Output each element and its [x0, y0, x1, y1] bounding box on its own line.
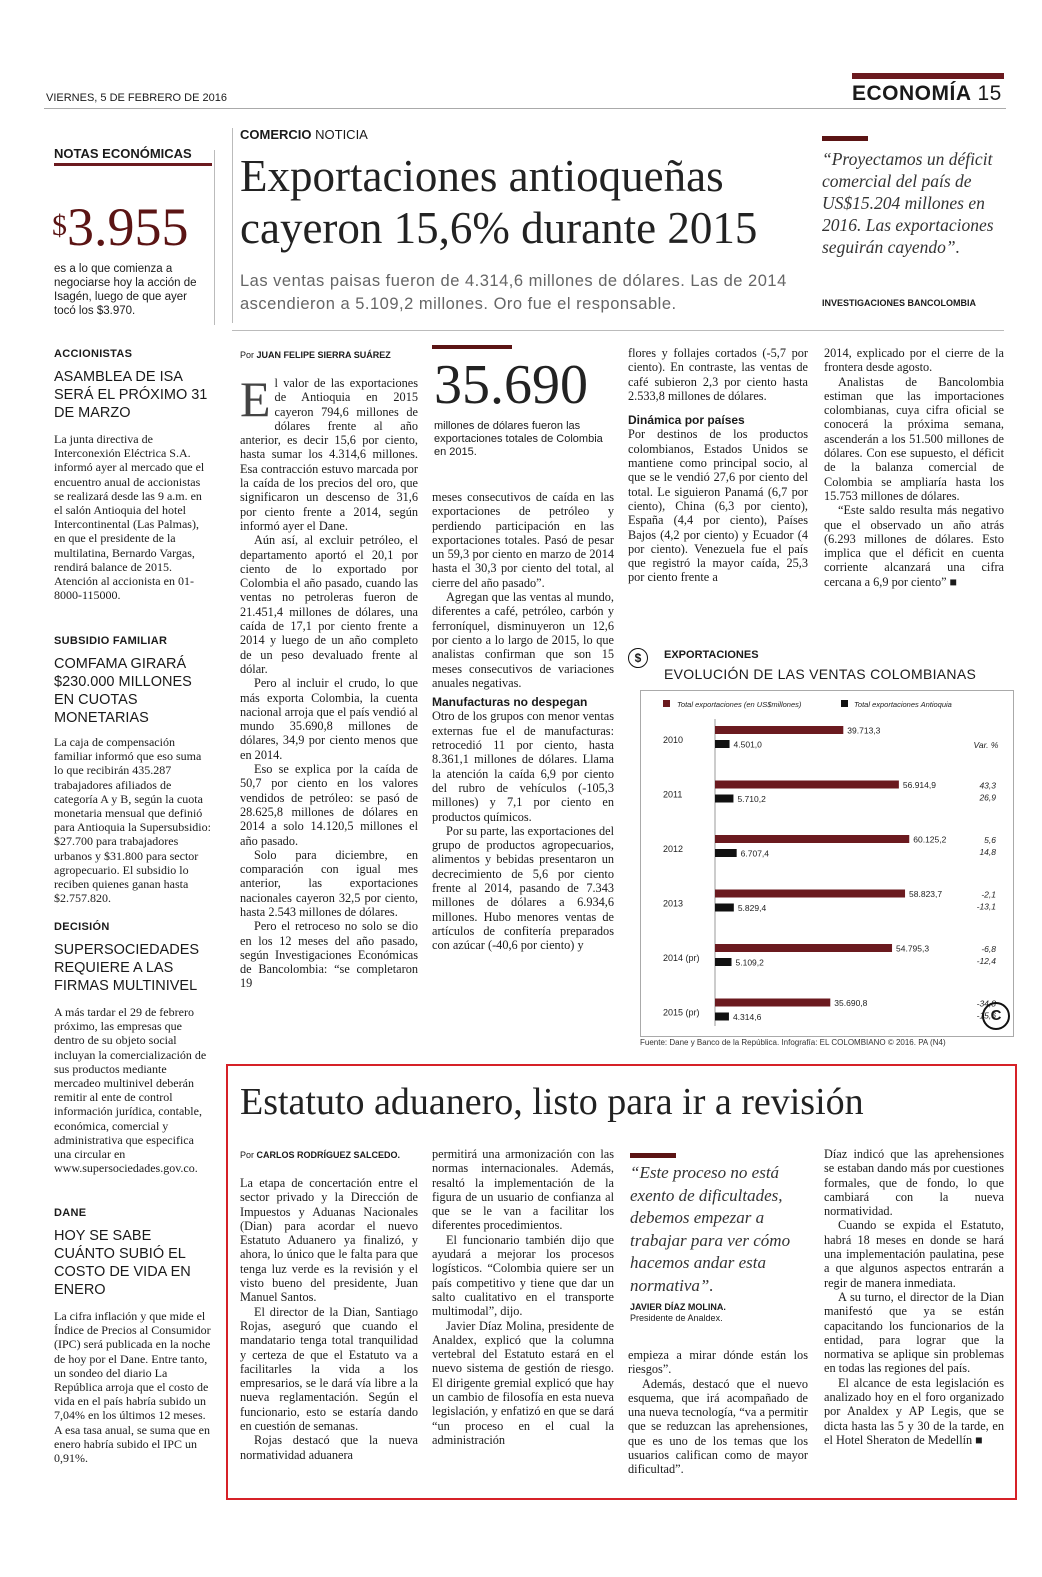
- drop-cap: E: [240, 371, 271, 427]
- category-label: 2013: [663, 898, 684, 909]
- byline-prefix: Por: [240, 350, 255, 360]
- paragraph: [824, 503, 1004, 589]
- chart-source: Fuente: Dane y Banco de la República. Infografía: EL COLOMBIANO © 2016. PA (N4): [640, 1038, 946, 1047]
- var-total-label: -34,8: [976, 998, 996, 1009]
- paragraph: El funcionario también dijo que ayudará a mejorar los procesos logísticos. “Colombia quiere ser un país competitivo y tiene que dar un salto cualitativo en el transporte multimodal”, dijo.: [432, 1232, 614, 1319]
- byline-name: JUAN FELIPE SIERRA SUÁREZ: [256, 350, 391, 360]
- byline-prefix: Por: [240, 1150, 255, 1160]
- header-rule: [44, 108, 1006, 109]
- data-label-total: 54.795,3: [896, 943, 930, 954]
- dollar-icon: $: [628, 648, 648, 668]
- article-column-3: [628, 346, 808, 585]
- data-label-total: 58.823,7: [909, 889, 943, 899]
- quote-source: JAVIER DÍAZ MOLINA.: [630, 1302, 726, 1312]
- newspaper-logo-icon: C: [982, 1002, 1010, 1030]
- sidebar-divider: [214, 150, 215, 325]
- byline-name: CARLOS RODRÍGUEZ SALCEDO.: [256, 1150, 401, 1160]
- column-divider: [232, 128, 233, 323]
- data-label-total: 39.713,3: [847, 725, 881, 736]
- data-label-antioquia: 5.109,2: [735, 957, 764, 968]
- exports-bar-chart: [641, 691, 1013, 1036]
- sidebar-item: [54, 921, 212, 1175]
- stat-rule: [432, 345, 512, 349]
- paragraph: Aún así, al excluir petróleo, el departamento aportó el 20,1 por ciento de lo exportado por Colombia el año pasado, cuando las ventas no petroleras fueron de 21.451,4 millones de dólares, una caída de 17,1 por ciento frente a 2014 y luego de un año completo de un peso devaluado frente al dólar.: [240, 533, 418, 676]
- paragraph: La etapa de concertación entre el sector privado y la Dirección de Impuestos y Aduanas Nacionales (Dian) para acordar el nuevo Estatuto Aduanero ya finalizó, y ahora, lo único que le falta para que tenga luz verde es la revisión y el visto bueno del presidente, Juan Manuel Santos.: [240, 1176, 418, 1305]
- paragraph: Eso se explica por la caída de 50,7 por ciento en los valores vendidos de petróleo: se pasó de 28.625,8 millones de dólares en 2014 a solo 14.120,5 millones el año pasado.: [240, 762, 418, 848]
- sidebar-item-headline: HOY SE SABE CUÁNTO SUBIÓ EL COSTO DE VIDA EN ENERO: [54, 1228, 191, 1298]
- subheading: Dinámica por países: [628, 413, 745, 428]
- data-label-antioquia: 4.314,6: [732, 1012, 762, 1022]
- bar-antioquia: [715, 1013, 729, 1021]
- section-separator: [232, 330, 1004, 331]
- article-title: Exportaciones antioqueñas cayeron 15,6% durante 2015: [240, 151, 758, 253]
- var-antioquia-label: 14,8: [979, 847, 996, 857]
- paragraph: Otro de los grupos con menor ventas externas fue el de manufacturas: retrocedió 11 por ciento, hasta 8.361,1 millones de dólares. Llama la atención la caída 6,9 por ciento del rubro de vehículos (-105,3 millones) y 7,1 por ciento en productos químicos.: [432, 709, 614, 824]
- article-2-byline: [240, 1150, 400, 1160]
- sidebar-item-body: La caja de compensación familiar informó que eso suma lo que recibirán 435.287 trabajadores afiliados de categoría A y B, según la cuota monetaria mensual que definió para Antioquia la Supersubsidio: $27.700 para trabajadores urbanos y $31.800 para sector agropecuario. El subsidio lo reciben quienes ganan hasta $2.757.820.: [54, 735, 211, 906]
- article-2-column-4: [824, 1147, 1004, 1447]
- sidebar-item: [54, 348, 212, 602]
- paragraph: 2014, explicado por el cierre de la frontera desde agosto.: [824, 346, 1004, 375]
- sidebar-item-headline: COMFAMA GIRARÁ $230.000 MILLONES EN CUOTAS MONETARIAS: [54, 656, 192, 726]
- sidebar-item-headline: SUPERSOCIEDADES REQUIERE A LAS FIRMAS MULTINIVEL: [54, 942, 200, 994]
- sidebar-item-body: A más tardar el 29 de febrero próximo, las empresas que dentro de su objeto social incluyan la comercialización de sus productos mediante mercadeo multinivel deberán remitir al ente de control información jurídica, contable, económica, comercial y administrativa que especifica una circular en www.supersociedades.gov.co.: [54, 1005, 207, 1176]
- paragraph: l valor de las exportaciones de Antioquia en 2015 cayeron 794,6 millones de dólares frente al año anterior, es decir 15,6 por ciento, hasta sumar los 4.314,6 millones. Esa contracción estuvo marcada por la caída de los precios del oro, que significaron un descenso de 31,6 por ciento frente a 2014, según informó ayer el Dane.: [240, 376, 418, 533]
- data-label-total: 35.690,8: [834, 998, 868, 1008]
- var-total-label: -6,8: [981, 944, 996, 954]
- section-header: [852, 82, 1002, 106]
- bar-antioquia: [715, 904, 734, 912]
- article-byline: [240, 350, 391, 360]
- paragraph: Analistas de Bancolombia estiman que las importaciones colombianas, cuya cifra oficial se conocerá la próxima semana, ascenderán a los 51.500 millones de dólares. Con ese supuesto, el déficit de la balanza comercial de Colombia se ampliaría hasta los 15.753 millones de dólares.: [824, 374, 1004, 503]
- paragraph: Javier Díaz Molina, presidente de Analdex, explicó que la columna vertebral del Estatuto estará en el nuevo sistema de gestión de riesgo. El dirigente gremial explicó que hay un cambio de filosofía en esta nueva legislación, y enfatizó en que se dará “un proceso en el cual la administración: [432, 1318, 614, 1447]
- var-antioquia-label: 26,9: [979, 792, 996, 803]
- article-kicker: [240, 127, 368, 142]
- bar-total: [715, 835, 909, 843]
- bar-total: [715, 944, 892, 952]
- sidebar-item-kicker: DECISIÓN: [54, 921, 110, 933]
- sidebar-item-kicker: ACCIONISTAS: [54, 348, 133, 360]
- sidebar-item-body: La cifra inflación y que mide el Índice de Precios al Consumidor (IPC) será publicada en la noche de hoy por el Dane. Entre tanto, un sondeo del diario La República arroja que el costo de vida en el país habría subido un 7,04% en los últimos 12 meses. A esa tasa anual, se suma que en enero habría subido el IPC un 0,91%.: [54, 1309, 211, 1466]
- article-column-2: [432, 490, 614, 953]
- bar-antioquia: [715, 958, 732, 966]
- data-label-antioquia: 6.707,4: [740, 848, 770, 859]
- sidebar-item-kicker: DANE: [54, 1207, 87, 1219]
- paragraph: Pero el retroceso no solo se dio en los 12 meses del año pasado, según Investigaciones Económicas de Bancolombia: “se completaron 19: [240, 919, 418, 991]
- category-label: 2012: [663, 844, 684, 854]
- paragraph: A su turno, el director de la Dian manifestó que ya se están capacitando los funcionarios de la entidad, para lograr que la normativa se aplique sin problemas en todas las regiones del país.: [824, 1289, 1004, 1376]
- paragraph: Además, destacó que el nuevo esquema, que irá acompañado de una nueva tecnología, “va a permitir que se reduzcan las aprehensiones, que es uno de los temas que los usuarios califican como de mayor dificultad”.: [628, 1376, 808, 1477]
- paragraph: Cuando se expida el Estatuto, habrá 18 meses en donde se hará una implementación paulatina, pese a que algunos aspectos entrarán a regir de manera inmediata.: [824, 1218, 1004, 1290]
- paragraph-text: El alcance de esta legislación es analizado hoy en el foro organizado por Analdex y AP Legis, que se dicta hasta las 5 y 30 de la tarde, en el Hotel Sheraton de Medellín: [824, 1375, 1004, 1447]
- category-label: 2014 (pr): [663, 953, 700, 963]
- end-mark: ■: [949, 574, 958, 589]
- paragraph: [824, 1376, 1004, 1447]
- paragraph: empieza a mirar dónde están los riesgos”.: [628, 1348, 808, 1377]
- paragraph-text: “Este saldo resulta más negativo que el observado un año atrás (6.293 millones de dólares. Esto implica que el déficit en cuenta corriente alcanzará una cifra cercana a 6,9 por ciento”: [824, 503, 1004, 589]
- sidebar-item-kicker: SUBSIDIO FAMILIAR: [54, 635, 168, 647]
- section-name: ECONOMÍA: [852, 82, 972, 105]
- pull-quote: “Proyectamos un déficit comercial del país de US$15.204 millones en 2016. Las exportaciones seguirán cayendo”.: [822, 149, 994, 257]
- amount-description: es a lo que comienza a negociarse hoy la acción de Isagén, luego de que ayer tocó los $3.970.: [54, 263, 197, 317]
- var-total-label: -2,1: [981, 889, 996, 900]
- var-antioquia-label: -15,6: [976, 1010, 996, 1021]
- var-antioquia-label: -13,1: [976, 901, 996, 912]
- paragraph: meses consecutivos de caída en las exportaciones de petróleo y perdiendo participación en las exportaciones totales. Pasó de pesar un 59,3 por ciento en marzo de 2014 hasta el 30,3 por ciento del total, al cierre del año pasado”.: [432, 490, 614, 590]
- article-column-1: [240, 371, 418, 991]
- article-2-column-3: [628, 1348, 808, 1477]
- sidebar-title-rule: [54, 163, 212, 166]
- paragraph: permitirá una armonización con las normas internacionales. Además, resaltó la implementación de la figura de un usuario de confianza al que se le van a facilitar los diferentes procedimientos.: [432, 1147, 614, 1233]
- bar-antioquia: [715, 740, 730, 748]
- chart-frame: [640, 690, 1014, 1037]
- data-label-total: 60.125,2: [913, 834, 947, 845]
- sidebar-item-headline: ASAMBLEA DE ISA SERÁ EL PRÓXIMO 31 DE MARZO: [54, 369, 208, 421]
- paragraph: Solo para diciembre, en comparación con igual mes anterior, las exportaciones nacionales cayeron 32,5 por ciento, hasta 2.543 millones de dólares.: [240, 847, 418, 919]
- page-date: VIERNES, 5 DE FEBRERO DE 2016: [46, 92, 227, 104]
- quote-source: INVESTIGACIONES BANCOLOMBIA: [822, 298, 977, 308]
- bar-total: [715, 890, 905, 898]
- chart-kicker: EXPORTACIONES: [664, 649, 759, 661]
- chart-title: EVOLUCIÓN DE LAS VENTAS COLOMBIANAS: [664, 666, 977, 682]
- data-label-antioquia: 4.501,0: [733, 739, 762, 750]
- amount-value: 3.955: [67, 197, 189, 257]
- bar-total: [715, 781, 899, 789]
- sidebar-title: NOTAS ECONÓMICAS: [54, 146, 192, 161]
- legend-label-antioquia: Total exportaciones Antioquia: [854, 700, 952, 709]
- paragraph: Por su parte, las exportaciones del grupo de productos agropecuarios, alimentos y bebidas presentaron un decrecimiento de 5,6 por ciento frente al 2014, pasando de 7.343 millones de dólares a 6.934,6 millones. Hubo menores ventas de artículos de confitería preparados con azúcar (-40,6 por ciento) y: [432, 823, 615, 953]
- bar-antioquia: [715, 795, 733, 803]
- article-deck: Las ventas paisas fueron de 4.314,6 millones de dólares. Las de 2014 ascendieron a 5.109,2 millones. Oro fue el responsable.: [240, 272, 787, 313]
- paragraph: Por destinos de los productos colombianos, Estados Unidos se mantiene como principal socio, al que se le vendió 27,6 por ciento del total. Le siguieron Panamá (6,7 por ciento), China (6,3 por ciento), España (4,4 por ciento), Países Bajos (4,2 por ciento) y Ecuador (4 por ciento). Venezuela fue el país que registró la mayor caída, 25,3 por ciento frente a: [628, 427, 808, 585]
- bar-antioquia: [715, 849, 737, 857]
- bar-total: [715, 726, 843, 734]
- paragraph: Rojas destacó que la nueva normatividad aduanera: [240, 1433, 418, 1462]
- paragraph: Pero al incluir el crudo, lo que más exporta Colombia, la cuenta nacional arroja que el país vendió al mundo 35.690,8 millones de dólares, 34,9 por ciento menos que en 2014.: [240, 676, 418, 762]
- stat-description: millones de dólares fueron las exportaciones totales de Colombia en 2015.: [434, 420, 603, 458]
- article-2-title: Estatuto aduanero, listo para ir a revisión: [240, 1081, 864, 1123]
- stat-number: 35.690: [434, 354, 588, 416]
- article-2-column-1: [240, 1176, 418, 1462]
- quote-rule: [822, 136, 868, 141]
- quote-rule: [630, 1153, 676, 1158]
- var-total-label: 5,6: [984, 835, 996, 845]
- data-label-total: 56.914,9: [902, 780, 936, 790]
- sidebar-item: [54, 635, 212, 905]
- legend-swatch-total: [663, 700, 670, 707]
- paragraph: Díaz indicó que las aprehensiones se estaban dando más por cuestiones formales, que de fondo, lo que cambiará con la nueva normatividad.: [824, 1147, 1004, 1219]
- sidebar-item-body: La junta directiva de Interconexión Eléctrica S.A. informó ayer al mercado que el encuentro anual de accionistas se realizará desde las 9 a.m. en el salón Antioquia del hotel Intercontinental (Las Palmas), en que el presidente de la multilatina, Bernardo Vargas, rendirá balance de 2015. Atención al accionista en 01-8000-115000.: [54, 432, 205, 603]
- quote-source-role: Presidente de Analdex.: [630, 1313, 723, 1323]
- kicker-type: NOTICIA: [315, 127, 368, 142]
- section-bar: [852, 73, 1004, 79]
- legend-label-total: Total exportaciones (en US$millones): [677, 700, 802, 709]
- bar-total: [715, 999, 830, 1007]
- kicker-section: COMERCIO: [240, 127, 312, 142]
- amount-symbol: $: [52, 209, 67, 242]
- article-2-column-2: [432, 1147, 614, 1447]
- var-antioquia-label: -12,4: [976, 956, 996, 966]
- data-label-antioquia: 5.829,4: [737, 903, 767, 913]
- paragraph: El director de la Dian, Santiago Rojas, aseguró que cuando el mandatario tenga total tranquilidad y certeza de que el Estatuto va a facilitarles la vida a los empresarios, se le dará vía libre a la nueva reglamentación. Según el funcionario, esto se estaría dando en cuestión de semanas.: [240, 1304, 418, 1434]
- var-header: Var. %: [973, 740, 999, 750]
- paragraph: Agregan que las ventas al mundo, diferentes a café, petróleo, carbón y ferroníquel, disminuyeron un 12,6 por ciento a lo largo de 2015, lo que analistas confirman que son 15 meses consecutivos de variaciones anuales negativas.: [432, 590, 614, 690]
- category-label: 2011: [663, 789, 683, 800]
- var-total-label: 43,3: [979, 780, 996, 791]
- sidebar-item: [54, 1207, 212, 1465]
- category-label: 2015 (pr): [663, 1007, 700, 1018]
- data-label-antioquia: 5.710,2: [737, 794, 766, 804]
- article-column-4: [824, 346, 1004, 589]
- highlight-amount: [52, 196, 189, 258]
- pull-quote: “Este proceso no está exento de dificultades, debemos empezar a trabajar para ver cómo hacemos andar esta normativa”.: [630, 1163, 791, 1295]
- end-mark: ■: [975, 1432, 983, 1447]
- legend-swatch-antioquia: [841, 700, 848, 707]
- paragraph: flores y follajes cortados (-5,7 por ciento). En contraste, las ventas de café subieron 2,3 por ciento hasta 2.533,8 millones de dólares.: [628, 346, 808, 403]
- subheading: Manufacturas no despegan: [432, 695, 588, 710]
- page-number: 15: [977, 82, 1002, 105]
- category-label: 2010: [663, 735, 684, 745]
